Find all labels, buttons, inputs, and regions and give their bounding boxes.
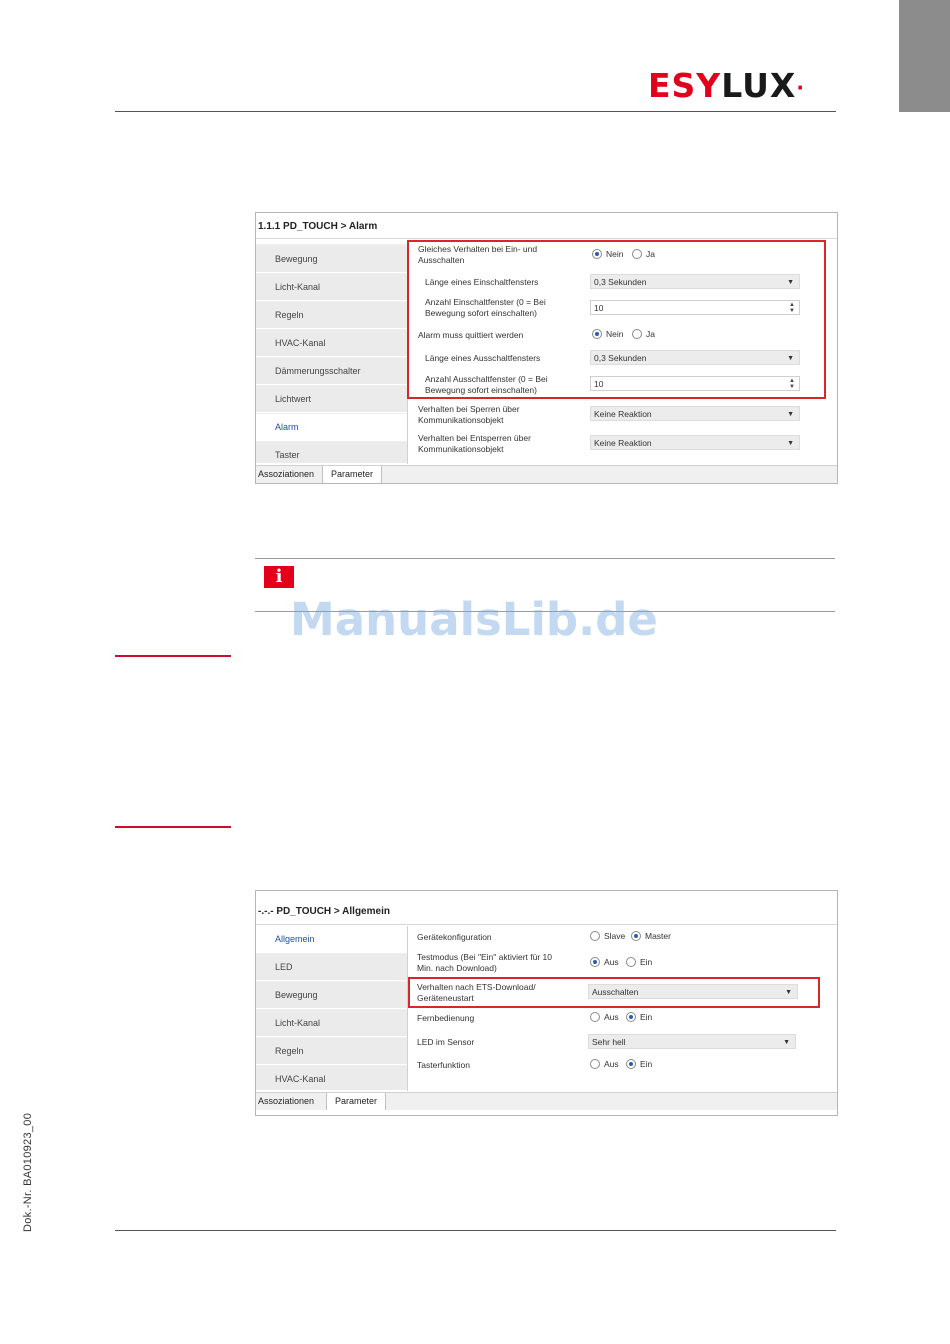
footer-rule [115,1230,836,1231]
param-same-behaviour-label: Gleiches Verhalten bei Ein- und Ausschalten [418,244,538,265]
document-number: Dok.-Nr. BA010923_00 [22,1112,34,1232]
param-off-window-length-label: Länge eines Ausschaltfensters [425,353,541,363]
tab-assoziationen[interactable]: Assoziationen [258,1096,315,1106]
sidebar-item-bewegung[interactable]: Bewegung [256,982,407,1009]
radio-slave[interactable] [590,931,600,941]
param-device-config-label: Gerätekonfiguration [417,932,492,942]
dropdown-value: Keine Reaktion [594,409,652,419]
chevron-down-icon: ▼ [785,989,792,996]
highlight-box [408,977,820,1008]
radio-label-no: Nein [606,329,624,339]
chevron-down-icon: ▼ [783,1039,790,1046]
esylux-logo: ESYLUX· [648,66,805,105]
radio-label-on: Ein [640,1059,653,1069]
dropdown-value: 0,3 Sekunden [594,277,647,287]
highlight-box [407,240,826,399]
chevron-down-icon: ▼ [787,279,794,286]
radio-label-off: Aus [604,1012,619,1022]
param-test-mode-label: Testmodus (Bei "Ein" aktiviert für 10 Min. nach Download) [417,952,553,973]
sidebar-item-allgemein[interactable]: Allgemein [256,926,407,953]
tab-parameter[interactable]: Parameter [326,1093,386,1110]
param-after-download-label: Verhalten nach ETS-Download/ Geräteneustart [417,982,536,1003]
radio-remote-off[interactable] [590,1012,600,1022]
radio-label-off: Aus [604,957,619,967]
sidebar [256,244,408,464]
unlock-behaviour-dropdown[interactable] [590,435,800,450]
breadcrumb: 1.1.1 PD_TOUCH > Alarm [258,221,378,232]
chevron-down-icon: ▼ [787,355,794,362]
sidebar-item-licht-kanal[interactable]: Licht-Kanal [256,1010,407,1037]
param-button-function-label: Tasterfunktion [417,1060,470,1070]
sidebar-item-licht-kanal[interactable]: Licht-Kanal [256,274,407,301]
sidebar-item-lichtwert[interactable]: Lichtwert [256,386,407,413]
param-led-label: LED im Sensor [417,1037,475,1047]
dropdown-value: Ausschalten [592,987,639,997]
header-rule [115,111,836,112]
section-rule-2 [115,826,231,828]
bottom-tab-bar [256,1092,837,1110]
radio-button-on[interactable] [626,1059,636,1069]
chevron-down-icon: ▼ [787,411,794,418]
param-on-window-length-label: Länge eines Einschaltfensters [425,277,539,287]
param-unlock-behaviour-label: Verhalten bei Entsperren über Kommunikationsobjekt [418,433,531,454]
spinner-value: 10 [594,303,604,313]
sidebar-item-led[interactable]: LED [256,954,407,981]
param-lock-behaviour-label: Verhalten bei Sperren über Kommunikationsobjekt [418,404,520,425]
sidebar-item-alarm[interactable]: Alarm [256,414,407,441]
radio-master[interactable] [631,931,641,941]
section-tab-marker [899,0,950,112]
param-alarm-acknowledge-label: Alarm muss quittiert werden [418,330,524,340]
info-icon: i [264,566,294,588]
radio-label-on: Ein [640,957,653,967]
led-brightness-dropdown[interactable] [588,1034,796,1049]
radio-label-yes: Ja [646,249,655,259]
dropdown-value: 0,3 Sekunden [594,353,647,363]
spinner-arrows-icon[interactable]: ▲ ▼ [789,302,795,314]
note-rule-top [255,558,835,559]
spinner-value: 10 [594,379,604,389]
radio-test-off[interactable] [590,957,600,967]
dropdown-value: Sehr hell [592,1037,626,1047]
radio-label-master: Master [645,931,671,941]
bottom-tab-bar [256,465,837,483]
sidebar-item-regeln[interactable]: Regeln [256,1038,407,1065]
radio-label-slave: Slave [604,931,626,941]
param-on-window-count-label: Anzahl Einschaltfenster (0 = Bei Bewegung sofort einschalten) [425,297,546,318]
radio-label-off: Aus [604,1059,619,1069]
radio-label-no: Nein [606,249,624,259]
sidebar-item-taster[interactable]: Taster [256,442,407,464]
param-remote-control-label: Fernbedienung [417,1013,475,1023]
ets-screenshot-allgemein [255,890,838,1116]
lock-behaviour-dropdown[interactable] [590,406,800,421]
sidebar-item-hvac-kanal[interactable]: HVAC-Kanal [256,1066,407,1091]
section-rule-1 [115,655,231,657]
radio-label-on: Ein [640,1012,653,1022]
tab-parameter[interactable]: Parameter [322,466,382,483]
chevron-down-icon: ▼ [787,440,794,447]
param-off-window-count-label: Anzahl Ausschaltfenster (0 = Bei Bewegung sofort einschalten) [425,374,548,395]
spinner-arrows-icon[interactable]: ▲ ▼ [789,378,795,390]
radio-test-on[interactable] [626,957,636,967]
radio-remote-on[interactable] [626,1012,636,1022]
dropdown-value: Keine Reaktion [594,438,652,448]
tab-assoziationen[interactable]: Assoziationen [258,469,315,479]
breadcrumb: -.-.- PD_TOUCH > Allgemein [258,906,390,917]
ets-screenshot-alarm [255,212,838,484]
sidebar-item-daemmerungsschalter[interactable]: Dämmerungsschalter [256,358,407,385]
radio-label-yes: Ja [646,329,655,339]
sidebar-item-bewegung[interactable]: Bewegung [256,246,407,273]
watermark: ManualsLib.de [290,593,658,646]
sidebar [256,926,408,1091]
sidebar-item-regeln[interactable]: Regeln [256,302,407,329]
radio-button-off[interactable] [590,1059,600,1069]
sidebar-item-hvac-kanal[interactable]: HVAC-Kanal [256,330,407,357]
